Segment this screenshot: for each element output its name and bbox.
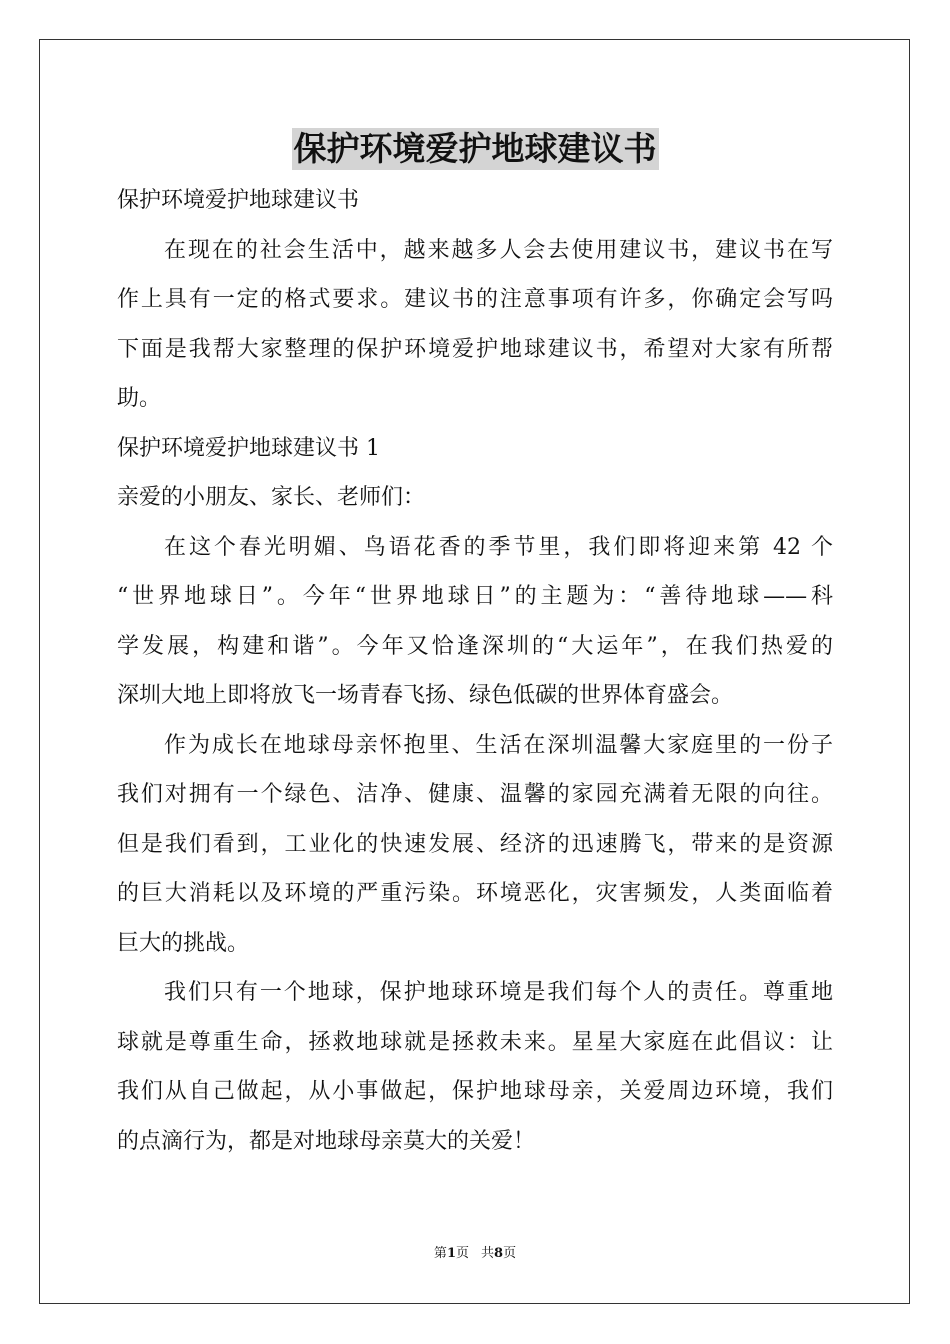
footer-page-total: 8	[494, 1246, 504, 1261]
paragraph-line: 在现在的社会生活中，越来越多人会去使用建议书，建议书在写	[164, 237, 833, 263]
paragraph-line: “世界地球日”。今年“世界地球日”的主题为：“善待地球——科	[117, 584, 833, 609]
paragraph-line: 我们从自己做起，从小事做起，保护地球母亲，关爱周边环境，我们	[117, 1079, 833, 1104]
paragraph-line: 助。	[117, 386, 162, 411]
paragraph-line: 深圳大地上即将放飞一场青春飞扬、绿色低碳的世界体育盛会。	[117, 683, 734, 708]
paragraph-line: 我们只有一个地球，保护地球环境是我们每个人的责任。尊重地	[164, 980, 833, 1005]
paragraph-line: 巨大的挑战。	[117, 930, 250, 956]
paragraph-line: 学发展，构建和谐”。今年又恰逢深圳的“大运年”，在我们热爱的	[117, 633, 833, 659]
document-title-text: 保护环境爱护地球建议书	[293, 129, 657, 168]
footer-page-suffix: 页	[455, 1246, 469, 1261]
paragraph-line: 下面是我帮大家整理的保护环境爱护地球建议书，希望对大家有所帮	[117, 336, 833, 362]
section-heading: 保护环境爱护地球建议书 1	[117, 435, 380, 461]
paragraph-line: 的巨大消耗以及环境的严重污染。环境恶化，灾害频发，人类面临着	[117, 881, 833, 906]
paragraph-line: 作为成长在地球母亲怀抱里、生活在深圳温馨大家庭里的一份子	[164, 732, 833, 758]
document-title	[0, 128, 950, 170]
footer-page-prefix: 第	[433, 1246, 447, 1261]
document-body	[117, 176, 833, 1166]
salutation-line: 亲爱的小朋友、家长、老师们：	[117, 485, 426, 510]
paragraph-line: 但是我们看到，工业化的快速发展、经济的迅速腾飞，带来的是资源	[117, 831, 833, 857]
paragraph-line: 的点滴行为，都是对地球母亲莫大的关爱！	[117, 1128, 536, 1154]
footer-total-suffix: 页	[503, 1246, 517, 1261]
footer-page-current: 1	[446, 1246, 456, 1261]
subtitle-line: 保护环境爱护地球建议书	[117, 188, 360, 213]
page-number-footer	[0, 1245, 950, 1263]
footer-total-prefix: 共	[481, 1246, 495, 1261]
paragraph-line: 在这个春光明媚、鸟语花香的季节里，我们即将迎来第 42 个	[164, 534, 833, 560]
paragraph-line: 球就是尊重生命，拯救地球就是拯救未来。星星大家庭在此倡议：让	[117, 1029, 833, 1055]
paragraph-line: 作上具有一定的格式要求。建议书的注意事项有许多，你确定会写吗	[117, 287, 833, 312]
paragraph-line: 我们对拥有一个绿色、洁净、健康、温馨的家园充满着无限的向往。	[117, 782, 833, 807]
